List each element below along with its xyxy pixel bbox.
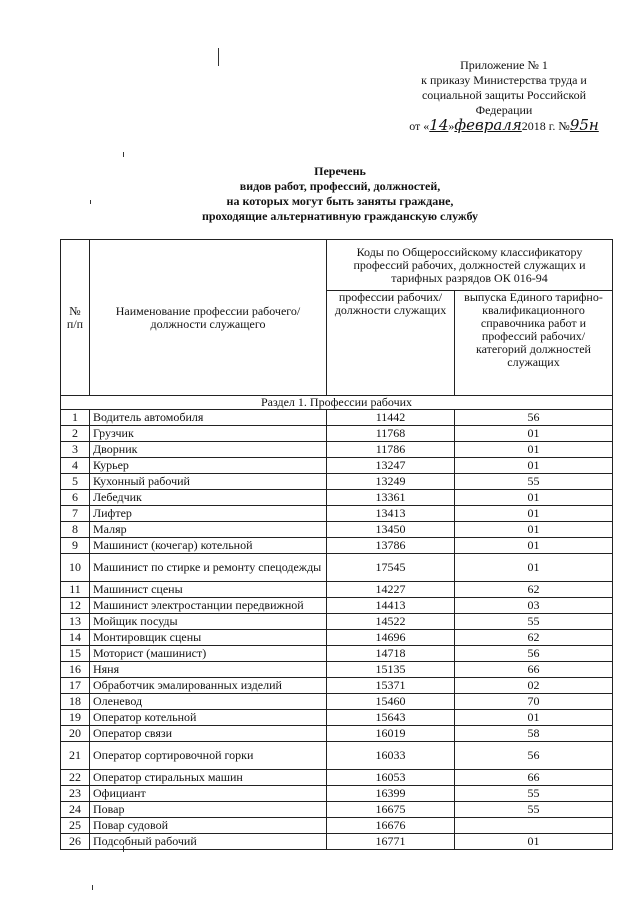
table-row — [61, 662, 613, 678]
row-number: 2 — [61, 426, 90, 442]
title-line: на которых могут быть заняты граждане, — [226, 194, 454, 208]
row-name: Оператор котельной — [90, 710, 327, 726]
table-row — [61, 490, 613, 506]
row-code: 14413 — [327, 598, 455, 614]
row-number: 22 — [61, 770, 90, 786]
table-row — [61, 554, 613, 582]
row-name: Подсобный рабочий — [90, 834, 327, 850]
row-name: Монтировщик сцены — [90, 630, 327, 646]
row-name: Оператор связи — [90, 726, 327, 742]
table-row — [61, 786, 613, 802]
row-issue: 01 — [455, 834, 613, 850]
row-issue: 01 — [455, 522, 613, 538]
row-name: Кухонный рабочий — [90, 474, 327, 490]
row-issue — [455, 818, 613, 834]
scan-mark — [218, 48, 219, 66]
table-row — [61, 770, 613, 786]
row-number: 19 — [61, 710, 90, 726]
row-code: 16399 — [327, 786, 455, 802]
document-title — [80, 164, 600, 224]
table-row — [61, 426, 613, 442]
table-row — [61, 474, 613, 490]
row-code: 16771 — [327, 834, 455, 850]
row-number: 26 — [61, 834, 90, 850]
table-row — [61, 458, 613, 474]
title-line: Перечень — [314, 164, 366, 178]
table-row — [61, 834, 613, 850]
row-name: Мойщик посуды — [90, 614, 327, 630]
row-number: 20 — [61, 726, 90, 742]
annex-line: Федерации — [475, 103, 533, 117]
row-code: 16033 — [327, 742, 455, 770]
table-row — [61, 630, 613, 646]
row-code: 13361 — [327, 490, 455, 506]
row-code: 16675 — [327, 802, 455, 818]
row-name: Лифтер — [90, 506, 327, 522]
row-code: 15371 — [327, 678, 455, 694]
row-number: 1 — [61, 410, 90, 426]
row-number: 24 — [61, 802, 90, 818]
row-issue: 02 — [455, 678, 613, 694]
table-row — [61, 522, 613, 538]
row-issue: 01 — [455, 710, 613, 726]
row-code: 15135 — [327, 662, 455, 678]
row-name: Курьер — [90, 458, 327, 474]
annex-block — [404, 58, 604, 134]
date-mid: » — [448, 119, 455, 133]
row-issue: 01 — [455, 506, 613, 522]
header-number: № п/п — [61, 240, 90, 396]
row-code: 17545 — [327, 554, 455, 582]
title-line: видов работ, профессий, должностей, — [239, 179, 441, 193]
row-issue: 01 — [455, 554, 613, 582]
row-code: 13247 — [327, 458, 455, 474]
row-issue: 58 — [455, 726, 613, 742]
row-number: 5 — [61, 474, 90, 490]
row-name: Повар — [90, 802, 327, 818]
table-row — [61, 598, 613, 614]
table-row — [61, 442, 613, 458]
row-name: Машинист электростанции передвижной — [90, 598, 327, 614]
row-issue: 55 — [455, 474, 613, 490]
row-number: 10 — [61, 554, 90, 582]
handwritten-day: 14 — [429, 116, 449, 134]
row-name: Оленевод — [90, 694, 327, 710]
row-name: Повар судовой — [90, 818, 327, 834]
annex-line: к приказу Министерства труда и — [421, 73, 587, 87]
row-issue: 01 — [455, 538, 613, 554]
row-code: 16053 — [327, 770, 455, 786]
row-number: 6 — [61, 490, 90, 506]
row-number: 23 — [61, 786, 90, 802]
row-name: Оператор стиральных машин — [90, 770, 327, 786]
row-number: 21 — [61, 742, 90, 770]
row-issue: 56 — [455, 742, 613, 770]
annex-line: Приложение № 1 — [460, 58, 548, 72]
header-name: Наименование профессии рабочего/должности служащего — [90, 240, 327, 396]
row-code: 13413 — [327, 506, 455, 522]
row-code: 13786 — [327, 538, 455, 554]
handwritten-month: февраля — [454, 116, 522, 134]
row-code: 16019 — [327, 726, 455, 742]
table-row — [61, 506, 613, 522]
header-code-profession: профессии рабочих/должности служащих — [327, 291, 455, 396]
row-name: Няня — [90, 662, 327, 678]
table-row — [61, 582, 613, 598]
row-issue: 01 — [455, 442, 613, 458]
table-row — [61, 802, 613, 818]
row-number: 3 — [61, 442, 90, 458]
row-code: 16676 — [327, 818, 455, 834]
section-title: Раздел 1. Профессии рабочих — [61, 396, 613, 410]
annex-date-line — [404, 118, 604, 134]
table-header-row — [61, 240, 613, 291]
row-name: Лебедчик — [90, 490, 327, 506]
row-issue: 55 — [455, 614, 613, 630]
row-issue: 55 — [455, 802, 613, 818]
professions-table — [60, 239, 613, 850]
row-number: 12 — [61, 598, 90, 614]
row-issue: 03 — [455, 598, 613, 614]
row-code: 14696 — [327, 630, 455, 646]
row-code: 15643 — [327, 710, 455, 726]
annex-line: социальной защиты Российской — [421, 88, 587, 102]
handwritten-number: 95н — [569, 116, 599, 134]
row-code: 13450 — [327, 522, 455, 538]
row-issue: 56 — [455, 646, 613, 662]
row-issue: 66 — [455, 662, 613, 678]
table-row — [61, 538, 613, 554]
row-name: Машинист по стирке и ремонту спецодежды — [90, 554, 327, 582]
title-line: проходящие альтернативную гражданскую службу — [201, 209, 479, 223]
table-row — [61, 646, 613, 662]
table-row — [61, 742, 613, 770]
row-name: Маляр — [90, 522, 327, 538]
table-row — [61, 710, 613, 726]
row-number: 11 — [61, 582, 90, 598]
row-issue: 01 — [455, 490, 613, 506]
table-row — [61, 726, 613, 742]
row-issue: 70 — [455, 694, 613, 710]
row-issue: 62 — [455, 630, 613, 646]
row-number: 4 — [61, 458, 90, 474]
row-name: Обработчик эмалированных изделий — [90, 678, 327, 694]
row-issue: 01 — [455, 426, 613, 442]
row-code: 14227 — [327, 582, 455, 598]
row-code: 15460 — [327, 694, 455, 710]
row-issue: 66 — [455, 770, 613, 786]
table-row — [61, 818, 613, 834]
row-name: Оператор сортировочной горки — [90, 742, 327, 770]
row-number: 17 — [61, 678, 90, 694]
header-codes: Коды по Общероссийскому классификатору профессий рабочих, должностей служащих и тарифных разрядов ОК 016-94 — [327, 240, 613, 291]
row-code: 11442 — [327, 410, 455, 426]
row-number: 16 — [61, 662, 90, 678]
scan-mark — [92, 885, 93, 890]
date-prefix: от « — [409, 119, 430, 133]
table-row — [61, 694, 613, 710]
row-number: 15 — [61, 646, 90, 662]
row-name: Машинист (кочегар) котельной — [90, 538, 327, 554]
table-row — [61, 614, 613, 630]
row-number: 8 — [61, 522, 90, 538]
row-number: 18 — [61, 694, 90, 710]
row-number: 9 — [61, 538, 90, 554]
scan-mark — [123, 152, 124, 157]
row-issue: 01 — [455, 458, 613, 474]
row-name: Официант — [90, 786, 327, 802]
row-number: 13 — [61, 614, 90, 630]
row-number: 7 — [61, 506, 90, 522]
row-name: Моторист (машинист) — [90, 646, 327, 662]
row-name: Водитель автомобиля — [90, 410, 327, 426]
header-code-issue: выпуска Единого тарифно-квалификационного справочника работ и профессий рабочих/категорий должностей служащих — [455, 291, 613, 396]
row-code: 11786 — [327, 442, 455, 458]
row-name: Грузчик — [90, 426, 327, 442]
row-code: 11768 — [327, 426, 455, 442]
row-number: 14 — [61, 630, 90, 646]
table-row — [61, 678, 613, 694]
row-code: 14522 — [327, 614, 455, 630]
date-year: 2018 г. № — [521, 119, 570, 133]
row-name: Дворник — [90, 442, 327, 458]
row-issue: 62 — [455, 582, 613, 598]
row-code: 14718 — [327, 646, 455, 662]
row-issue: 55 — [455, 786, 613, 802]
row-issue: 56 — [455, 410, 613, 426]
table-row — [61, 410, 613, 426]
row-code: 13249 — [327, 474, 455, 490]
section-row — [61, 396, 613, 410]
row-name: Машинист сцены — [90, 582, 327, 598]
row-number: 25 — [61, 818, 90, 834]
